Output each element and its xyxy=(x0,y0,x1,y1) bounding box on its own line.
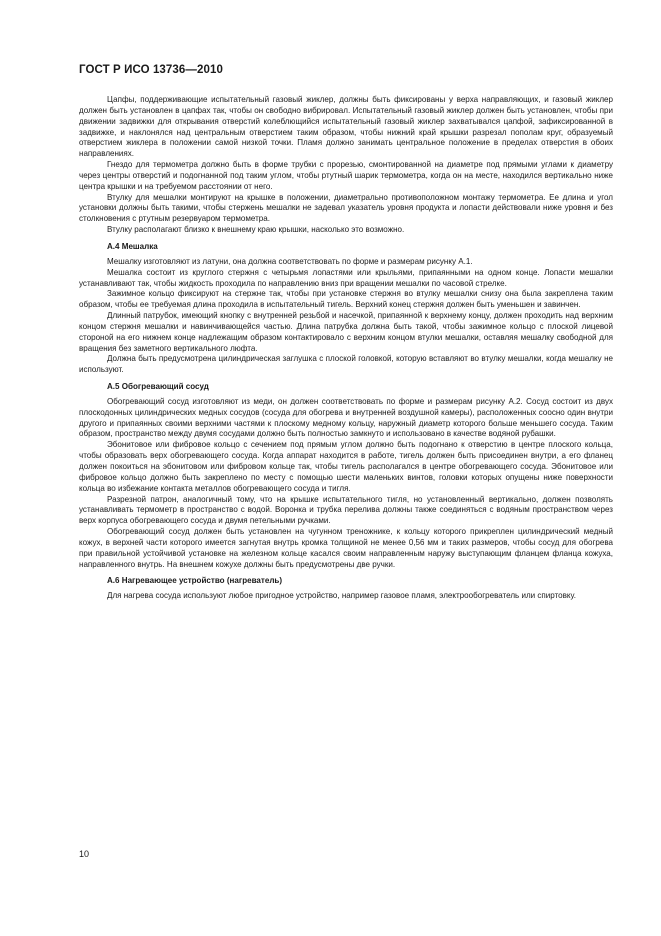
section-heading-a5: А.5 Обогревающий сосуд xyxy=(107,382,209,392)
paragraph: Обогревающий сосуд должен быть установлен на чугунном треножнике, к кольцу которого прикреплен цилиндрический медный кожух, в верхней части которого имеется загнутая внутрь кромка толщиной не менее 0,56 мм и таких размеров, чтобы сосуд для обогрева при правильной устойчивой установке на железном кольце касался своим направленным наружу выступающим фланцем фланца кожуха, направленного внутрь. На внешнем кожухе должны быть предусмотрены две ручки. xyxy=(79,527,613,569)
document-header: ГОСТ Р ИСО 13736—2010 xyxy=(79,64,224,76)
paragraph: Разрезной патрон, аналогичный тому, что на крышке испытательного тигля, но установленный вертикально, должен позволять устанавливать термометр в пространство с водой. Воронка и трубка перелива должны также соединяться с водяным пространством через верх корпуса обогревающего сосуда и двумя петельными ручками. xyxy=(79,494,613,526)
paragraph: Длинный патрубок, имеющий кнопку с внутренней резьбой и насечкой, припаянной к верхнему концу, должен проходить над верхним концом стержня мешалки и навинчивающейся частью. Длина патрубка должна быть такой, чтобы зажимное кольцо с плоской лицевой стороной на его нижнем конце надлежащим образом контактировало с верхним концом втулки мешалки, оставляя мешалку свободной для вращения без заметного вертикального люфта. xyxy=(79,311,613,353)
paragraph: Мешалку изготовляют из латуни, она должна соответствовать по форме и размерам рисунку А.1. xyxy=(107,256,473,266)
page-number: 10 xyxy=(79,849,90,859)
paragraph: Обогревающий сосуд изготовляют из меди, он должен соответствовать по форме и размерам рисунку А.2. Сосуд состоит из двух плоскодонных цилиндрических медных сосудов (сосуда для обогрева и внутренней воздушной камеры), расположенных соосно один внутри другого и припаянных своими верхними частями к плоскому медному кольцу, наружный диаметр которого больше меньшего сосуда. Таким образом, пространство между двумя сосудами должно быть полностью замкнуто и использовано в качестве водяной рубашки. xyxy=(79,396,613,439)
document-body xyxy=(79,95,613,602)
paragraph: Мешалка состоит из круглого стержня с четырьмя лопастями или крыльями, припаянными на одном конце. Лопасти мешалки устанавливают так, чтобы жидкость проходила по направлению вниз при вращении мешалки по часовой стрелке. xyxy=(79,267,613,288)
paragraph: Втулку располагают близко к внешнему краю крышки, насколько это возможно. xyxy=(107,225,405,235)
paragraph: Для нагрева сосуда используют любое пригодное устройство, например газовое пламя, электрообогреватель или спиртовку. xyxy=(107,591,576,601)
paragraph: Цапфы, поддерживающие испытательный газовый жиклер, должны быть фиксированы у верха направляющих, и газовый жиклер должен быть установлен в цапфах так, чтобы он свободно вибрировал. Испытательный газовый жиклер должен быть установлен, чтобы при движении задвижки для открывания отверстий колеблющийся испытательный газовый жиклер захватывался цапфой, зафиксированной в задвижке, и наклонялся над центральным отверстием таким образом, чтобы нижний край крышки разрезал пополам круг, образуемый отверстием жиклера в положении самой низкой точки. Пламя должно занимать центральное положение в пределах отверстия в обоих направлениях. xyxy=(79,95,613,159)
paragraph: Должна быть предусмотрена цилиндрическая заглушка с плоской головкой, которую вставляют во втулку мешалки, когда мешалку не используют. xyxy=(79,354,613,375)
section-heading-a4: А.4 Мешалка xyxy=(107,241,158,251)
paragraph: Втулку для мешалки монтируют на крышке в положении, диаметрально противоположном монтажу термометра. Ее длина и угол установки должны быть такими, чтобы стержень мешалки не задевал указатель уровня продукта и лопасти действовали ниже уровня и без столкновения с ртутным резервуаром термометра. xyxy=(79,192,613,224)
paragraph: Гнездо для термометра должно быть в форме трубки с прорезью, смонтированной на диаметре под прямыми углами к диаметру через центры отверстий и подогнанной под таким углом, чтобы ртутный шарик термометра, когда он на месте, находился вертикально ниже центра крышки и на требуемом расстоянии от него. xyxy=(79,160,613,191)
paragraph: Эбонитовое или фибровое кольцо с сечением под прямым углом должно быть подогнано к отверстию в центре плоского кольца, чтобы образовать верх обогревающего сосуда. Когда аппарат находится в работе, тигель должен быть присоединен внутри, а его фланец должен покоиться на эбонитовом или фибровом кольце так, чтобы тигель располагался в центре обогревающего сосуда. Эбонитовое или фибровое кольцо должно быть закреплено по месту с помощью шести маленьких винтов, головки которых опущены ниже поверхности кольца во избежание контакта металлов обогревающего сосуда и тигля. xyxy=(79,440,613,493)
section-heading-a6: А.6 Нагревающее устройство (нагреватель) xyxy=(107,576,283,586)
paragraph: Зажимное кольцо фиксируют на стержне так, чтобы при установке стержня во втулку мешалки снизу она была закреплена таким образом, чтобы ее требуемая длина проходила в испытательный тигель. Верхний конец стержня должен быть уменьшен и завинчен. xyxy=(79,289,613,310)
